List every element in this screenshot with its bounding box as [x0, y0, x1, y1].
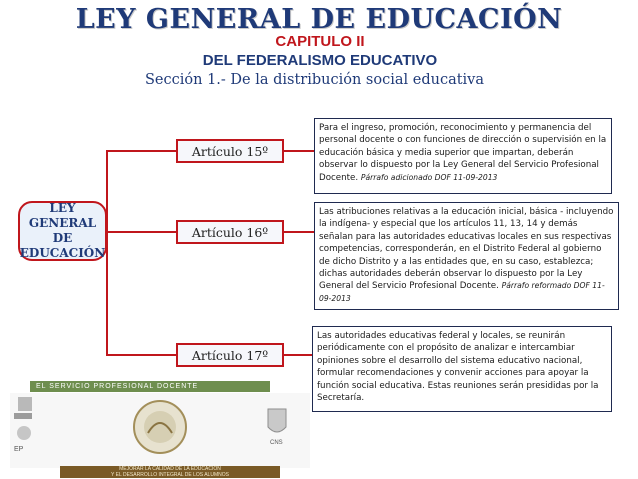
- section-label: Sección 1.- De la distribución social educativa: [145, 72, 485, 88]
- logo-footer-line-1: MEJORAR LA CALIDAD DE LA EDUCACIÓN: [119, 466, 221, 472]
- chapter-label: CAPITULO II: [275, 33, 365, 50]
- connector-16: [106, 231, 176, 233]
- article-17-label: Artículo 17º: [191, 347, 269, 363]
- connector-17: [106, 354, 176, 356]
- shield-icon: [268, 409, 286, 432]
- logo-right-mark: CNS: [270, 440, 283, 446]
- root-line-2: DE: [52, 231, 73, 245]
- emblem-icon: [134, 401, 186, 453]
- article-17-description: [312, 326, 612, 412]
- article-15-label: Artículo 15º: [191, 143, 269, 159]
- logo-footer: [60, 466, 280, 478]
- article-17-box: [176, 343, 284, 367]
- article-16-text: Las atribuciones relativas a la educación inicial, básica - incluyendo la indígena- y especial que los artículos 11, 13, 14 y demás señalan para las autoridades educativas locales en sus respectivas competencias, corresponderán, en el Distrito Federal al gobierno de dicho Distrito y a las entidades que, en su caso, establezca; dichas autoridades deberán observar lo dispuesto por la Ley General del Servicio Profesional Docente.: [319, 207, 614, 292]
- page-title: LEY GENERAL DE EDUCACIÓN: [75, 4, 563, 35]
- connector-15-desc: [284, 150, 314, 152]
- article-16-box: [176, 220, 284, 244]
- article-17-text: Las autoridades educativas federal y locales, se reunirán periódicamente con el propósito de analizar e intercambiar opiniones sobre el desarrollo del sistema educativo nacional, formular recomendaciones y convenir acciones para apoyar la función social educativa. Estas reuniones serán presididas por la Secretaría.: [317, 331, 599, 404]
- connector-16-desc: [284, 231, 314, 233]
- logo-graphic: [10, 393, 310, 468]
- article-15-box: [176, 139, 284, 163]
- connector-15: [106, 150, 176, 152]
- article-16-label: Artículo 16º: [191, 224, 269, 240]
- article-15-description: [314, 118, 612, 194]
- root-line-1: LEY GENERAL: [28, 201, 97, 230]
- logo-footer-line-2: Y EL DESARROLLO INTEGRAL DE LOS ALUMNOS: [111, 472, 229, 478]
- chapter-subtitle: DEL FEDERALISMO EDUCATIVO: [202, 52, 438, 69]
- logo-left-mark: EP: [14, 446, 24, 453]
- logo-banner: EL SERVICIO PROFESIONAL DOCENTE: [30, 381, 270, 392]
- root-node: [18, 201, 107, 261]
- article-16-note: Párrafo reformado DOF 11-09-2013: [319, 281, 605, 303]
- root-line-3: EDUCACIÓN: [19, 246, 106, 260]
- article-16-description: [314, 202, 619, 310]
- connector-17-desc: [284, 354, 312, 356]
- article-15-note: Párrafo adicionado DOF 11-09-2013: [360, 172, 498, 182]
- article-15-text: Para el ingreso, promoción, reconocimiento y permanencia del personal docente o con funciones de dirección o supervisión en la educación básica y media superior que impartan, deberán observar lo dispuesto por la Ley General del Servicio Profesional Docente.: [319, 123, 607, 183]
- connector-trunk: [106, 150, 108, 355]
